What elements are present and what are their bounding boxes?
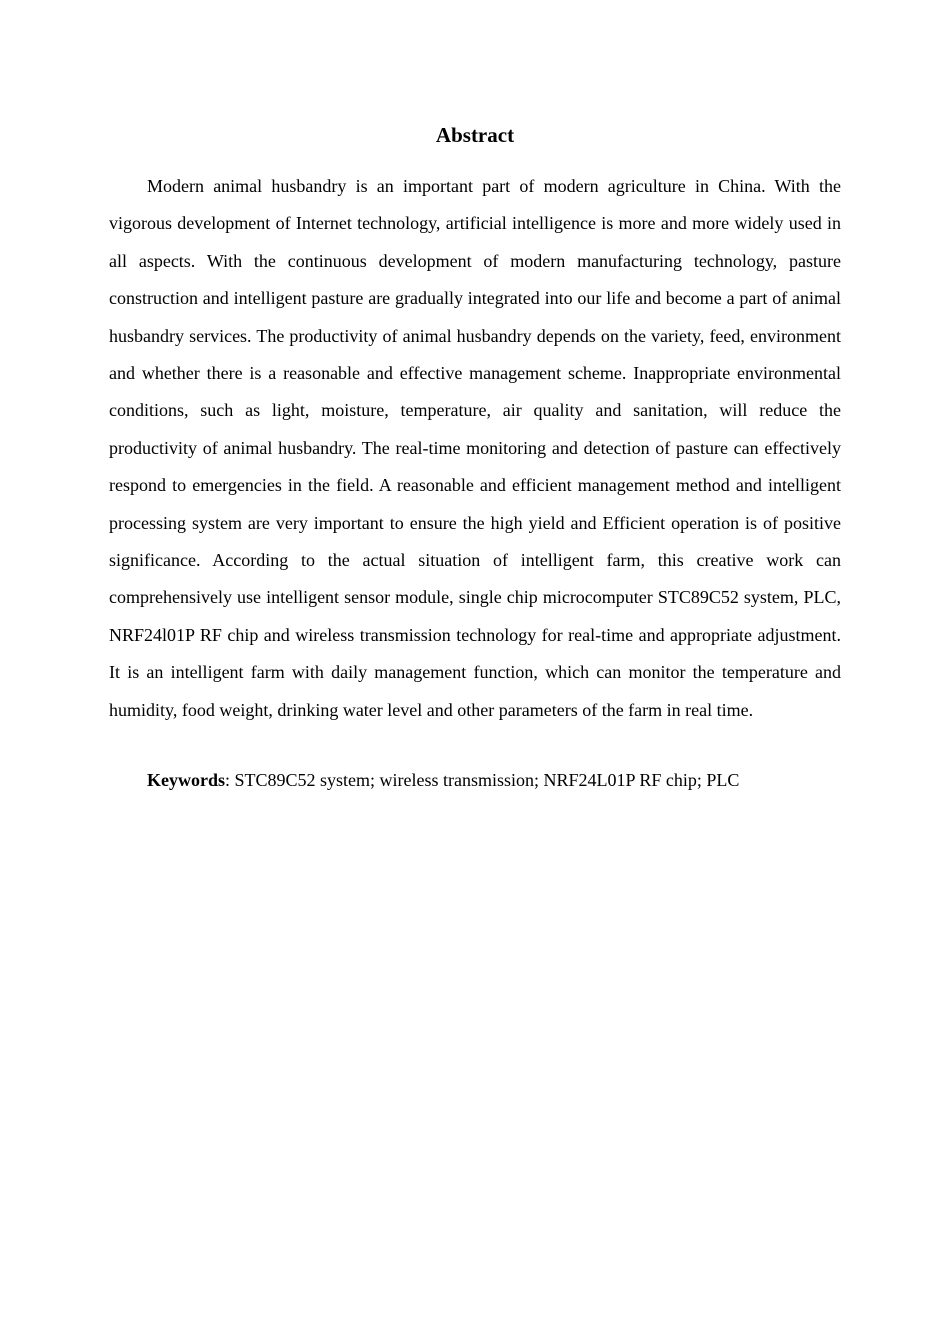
keywords-text: : STC89C52 system; wireless transmission; NRF24L01P RF chip; PLC [225, 770, 740, 790]
abstract-body: Modern animal husbandry is an important part of modern agriculture in China. With the vigorous development of Internet technology, artificial intelligence is more and more widely used in all aspects. With the continuous development of modern manufacturing technology, pasture construction and intelligent pasture are gradually integrated into our life and become a part of animal husbandry services. The productivity of animal husbandry depends on the variety, feed, environment and whether there is a reasonable and effective management scheme. Inappropriate environmental conditions, such as light, moisture, temperature, air quality and sanitation, will reduce the productivity of animal husbandry. The real-time monitoring and detection of pasture can effectively respond to emergencies in the field. A reasonable and efficient management method and intelligent processing system are very important to ensure the high yield and Efficient operation is of positive significance. According to the actual situation of intelligent farm, this creative work can comprehensively use intelligent sensor module, single chip microcomputer STC89C52 system, PLC, NRF24l01P RF chip and wireless transmission technology for real-time and appropriate adjustment. It is an intelligent farm with daily management function, which can monitor the temperature and humidity, food weight, drinking water level and other parameters of the farm in real time. [109, 176, 841, 720]
keywords-label: Keywords [147, 770, 225, 790]
abstract-title: Abstract [435, 123, 515, 147]
keywords-line [109, 764, 841, 796]
